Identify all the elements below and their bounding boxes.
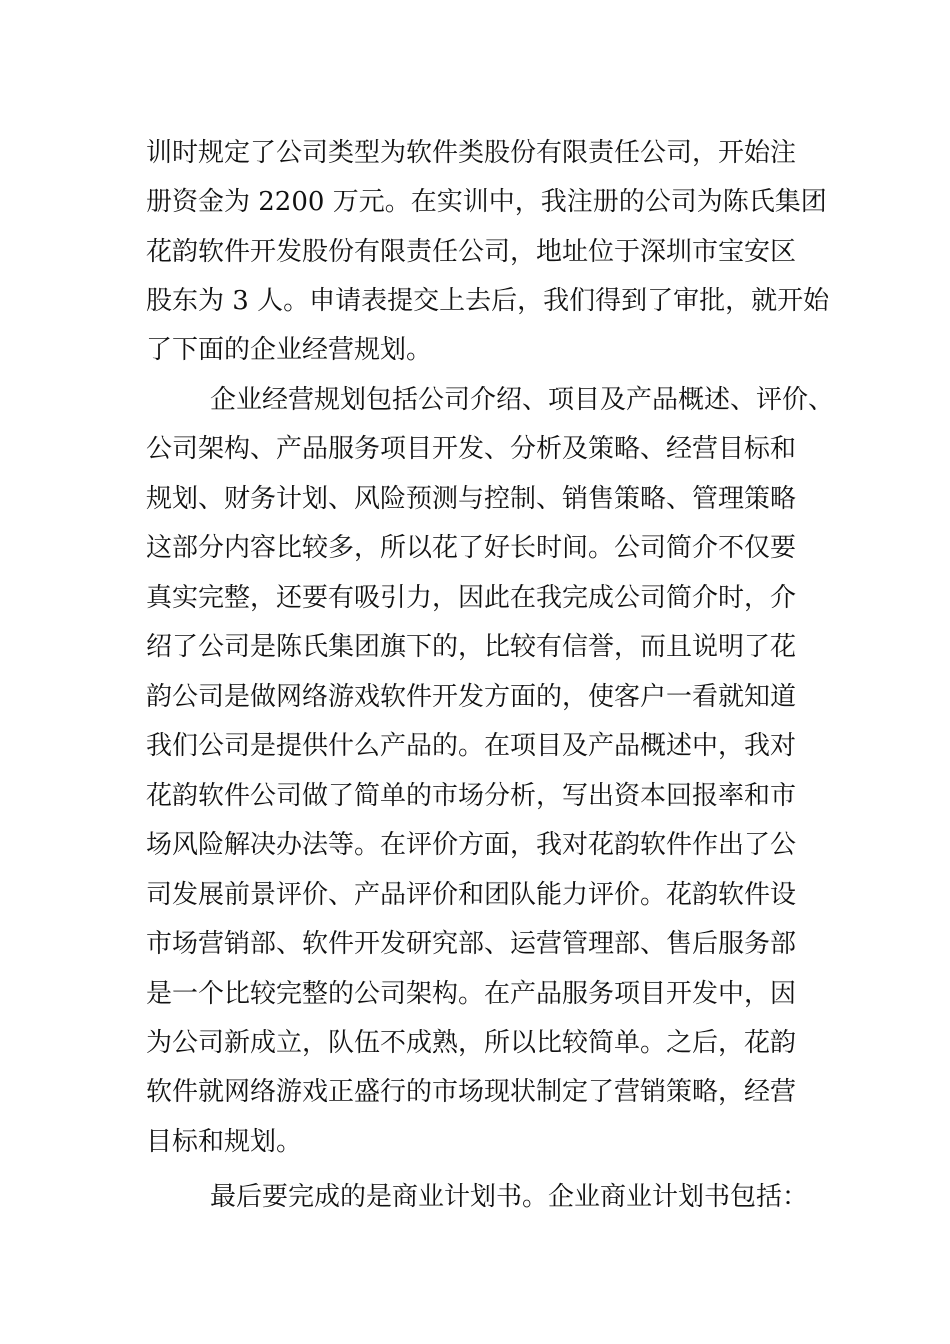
paragraph-first-line: 最后要完成的是商业计划书。企业商业计划书包括： xyxy=(210,1182,809,1212)
text-line: 了下面的企业经营规划。 xyxy=(146,335,433,365)
text-line: 软件就网络游戏正盛行的市场现状制定了营销策略，经营 xyxy=(146,1077,797,1107)
text-line: 市场营销部、软件开发研究部、运营管理部、售后服务部 xyxy=(146,929,797,959)
text-line: 我们公司是提供什么产品的。在项目及产品概述中，我对 xyxy=(146,731,797,761)
text-line: 训时规定了公司类型为软件类股份有限责任公司，开始注 xyxy=(146,138,797,168)
text-line: 是一个比较完整的公司架构。在产品服务项目开发中，因 xyxy=(146,979,797,1009)
text-line: 花韵软件公司做了简单的市场分析，写出资本回报率和市 xyxy=(146,781,797,811)
paragraph-first-line: 企业经营规划包括公司介绍、项目及产品概述、评价、 xyxy=(210,385,835,415)
text-line: 公司架构、产品服务项目开发、分析及策略、经营目标和 xyxy=(146,434,797,464)
text-line: 绍了公司是陈氏集团旗下的，比较有信誉，而且说明了花 xyxy=(146,632,797,662)
text-line: 场风险解决办法等。在评价方面，我对花韵软件作出了公 xyxy=(146,830,797,860)
text-line: 为公司新成立，队伍不成熟，所以比较简单。之后，花韵 xyxy=(146,1028,797,1058)
text-line: 规划、财务计划、风险预测与控制、销售策略、管理策略 xyxy=(146,484,797,514)
text-line: 这部分内容比较多，所以花了好长时间。公司简介不仅要 xyxy=(146,533,797,563)
text-line: 股东为 3 人。申请表提交上去后，我们得到了审批，就开始 xyxy=(146,286,830,316)
text-line: 花韵软件开发股份有限责任公司，地址位于深圳市宝安区 xyxy=(146,237,797,267)
text-line: 真实完整，还要有吸引力，因此在我完成公司简介时，介 xyxy=(146,583,797,613)
text-line: 司发展前景评价、产品评价和团队能力评价。花韵软件设 xyxy=(146,880,797,910)
text-line: 韵公司是做网络游戏软件开发方面的，使客户一看就知道 xyxy=(146,682,797,712)
text-line: 目标和规划。 xyxy=(146,1127,303,1157)
text-line: 册资金为 2200 万元。在实训中，我注册的公司为陈氏集团 xyxy=(146,187,827,217)
